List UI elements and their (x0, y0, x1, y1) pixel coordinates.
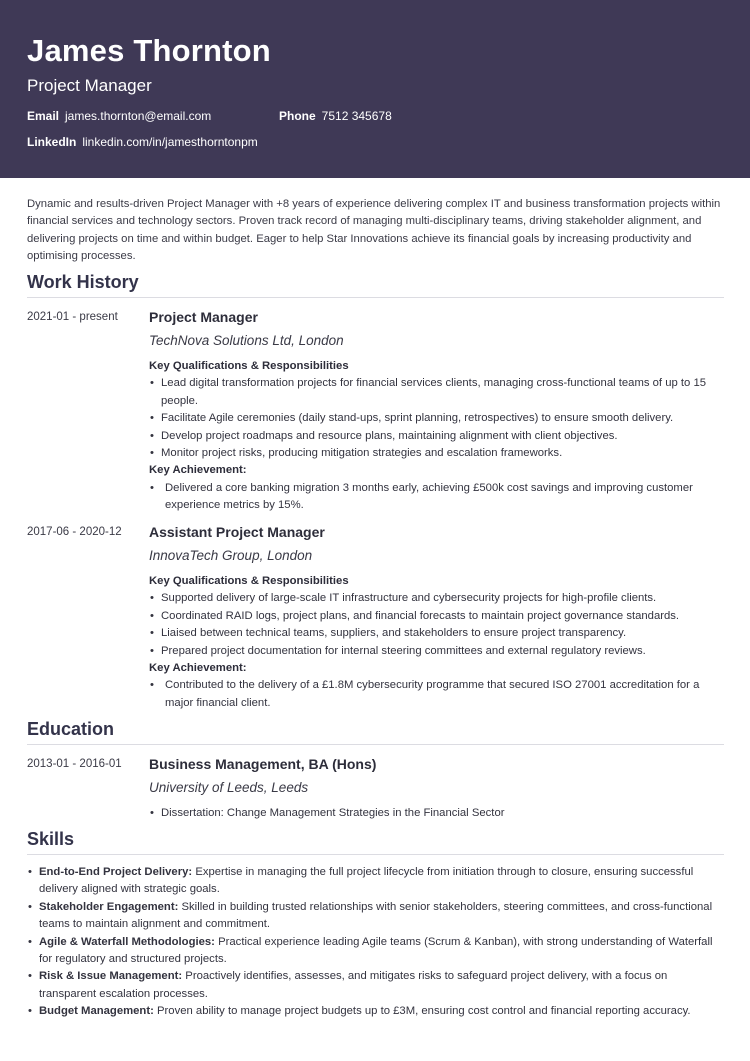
list-item: • Dissertation: Change Management Strategies in the Financial Sector (149, 805, 724, 822)
responsibilities-heading: Key Qualifications & Responsibilities (149, 360, 349, 372)
phone-value[interactable]: 7512 345678 (321, 109, 392, 123)
achievement-heading: Key Achievement: (149, 662, 247, 675)
email-label: Email (27, 109, 60, 123)
job-dates: 2017-06 - 2020-12 (27, 526, 122, 538)
email-value[interactable]: james.thornton@email.com (65, 109, 212, 123)
candidate-title: Project Manager (27, 76, 152, 95)
contact-linkedin (27, 135, 258, 149)
achievement-list (149, 677, 724, 712)
skill-name: Agile & Waterfall Methodologies: (39, 935, 215, 948)
professional-summary: Dynamic and results-driven Project Manager with +8 years of experience delivering complex IT and business transformation projects within financial services and technology sectors. Proven track record of managing multi-disciplinary teams, driving stakeholder alignment, and delivering projects on time and within budget. Eager to help Star Innovations achieve its financial goals by increasing productivity and optimising processes. (27, 198, 721, 262)
skill-description: Expertise in managing the full project lifecycle from initiation through to closure, ensuring successful delivery aligned with strategic goals. (39, 866, 694, 896)
linkedin-label: LinkedIn (27, 135, 77, 149)
degree-title: Business Management, BA (Hons) (149, 756, 377, 772)
skill-item (27, 1003, 727, 1020)
skill-name: Stakeholder Engagement: (39, 900, 179, 913)
education-entry (149, 756, 724, 822)
responsibilities-list (149, 590, 724, 660)
education-details (149, 805, 724, 822)
skills-heading: Skills (27, 829, 75, 849)
contact-phone (279, 109, 392, 123)
list-item: • Supported delivery of large-scale IT infrastructure and cybersecurity projects for high-profile clients. (149, 590, 724, 607)
list-item: • Facilitate Agile ceremonies (daily stand-ups, sprint planning, retrospectives) to ensure smooth delivery. (149, 410, 724, 427)
skills-list (27, 864, 727, 1021)
list-item: • Develop project roadmaps and resource plans, maintaining alignment with client objectives. (149, 428, 724, 445)
list-item: • Coordinated RAID logs, project plans, and financial forecasts to maintain project governance standards. (149, 608, 724, 625)
skill-item (27, 968, 727, 1003)
skill-name: End-to-End Project Delivery: (39, 866, 193, 878)
job-entry (149, 309, 724, 515)
achievement-heading: Key Achievement: (149, 464, 247, 477)
resume-header (0, 0, 750, 178)
responsibilities-heading: Key Qualifications & Responsibilities (149, 575, 349, 587)
job-employer: InnovaTech Group, London (149, 548, 313, 563)
responsibilities-list (149, 375, 724, 462)
list-item: • Monitor project risks, producing mitigation strategies and escalation frameworks. (149, 445, 724, 462)
work-history-divider (27, 297, 724, 298)
skill-item (27, 864, 727, 899)
education-divider (27, 744, 724, 745)
job-dates: 2021-01 - present (27, 311, 118, 323)
skill-name: Risk & Issue Management: (39, 970, 183, 983)
contact-email (27, 109, 211, 123)
list-item: • Lead digital transformation projects for financial services clients, managing cross-functional teams of up to 15 people. (149, 375, 724, 410)
job-employer: TechNova Solutions Ltd, London (149, 333, 344, 348)
list-item: • Contributed to the delivery of a £1.8M cybersecurity programme that secured ISO 27001 accreditation for a major financial client. (149, 677, 724, 712)
candidate-name: James Thornton (27, 33, 271, 68)
skill-description: Skilled in building trusted relationships with senior stakeholders, steering committees, and cross-functional teams to maintain alignment and commitment. (39, 900, 713, 931)
education-dates: 2013-01 - 2016-01 (27, 758, 122, 770)
list-item: • Liaised between technical teams, suppliers, and stakeholders to ensure project transparency. (149, 625, 724, 642)
phone-label: Phone (279, 109, 316, 123)
school-name: University of Leeds, Leeds (149, 780, 309, 795)
skills-divider (27, 854, 724, 855)
linkedin-value[interactable]: linkedin.com/in/jamesthorntonpm (82, 135, 258, 149)
work-history-heading: Work History (27, 272, 139, 292)
education-heading: Education (27, 719, 115, 739)
skill-item (27, 899, 727, 934)
job-entry (149, 524, 724, 712)
skill-description: Proven ability to manage project budgets up to £3M, ensuring cost control and financial reporting accuracy. (157, 1005, 691, 1018)
list-item: • Delivered a core banking migration 3 months early, achieving £500k cost savings and improving customer experience metrics by 15%. (149, 480, 724, 515)
skill-name: Budget Management: (39, 1005, 154, 1018)
job-title: Assistant Project Manager (149, 524, 325, 540)
skill-description: Proactively identifies, assesses, and mitigates risks to safeguard project delivery, with a focus on transparent escalation processes. (39, 970, 668, 1000)
achievement-list (149, 480, 724, 515)
job-title: Project Manager (149, 309, 258, 325)
skill-item (27, 934, 727, 969)
list-item: • Prepared project documentation for internal steering committees and external regulatory reviews. (149, 643, 724, 660)
skill-description: Practical experience leading Agile teams (Scrum & Kanban), with strong understanding of Waterfall for regulatory and structured projects. (39, 935, 713, 966)
